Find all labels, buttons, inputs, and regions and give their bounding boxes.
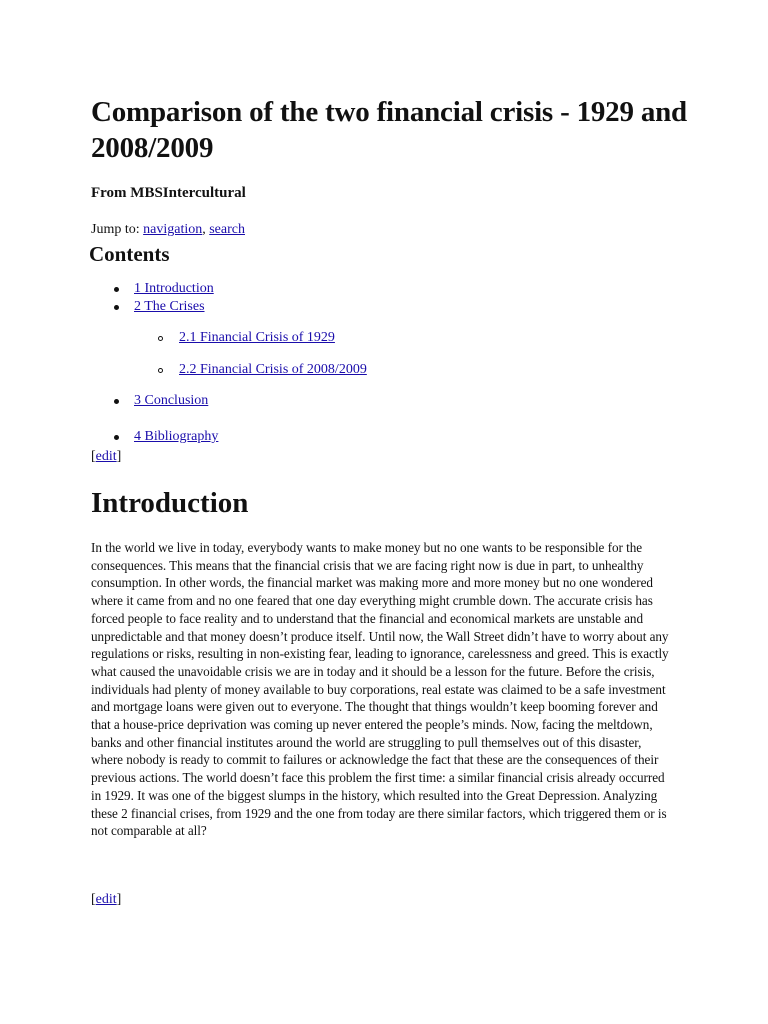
toc-link-bibliography[interactable]: 4 Bibliography bbox=[134, 429, 219, 444]
search-link[interactable]: search bbox=[209, 222, 245, 237]
bracket-open: [ bbox=[91, 892, 96, 907]
edit-link[interactable]: edit bbox=[95, 449, 117, 464]
toc-link-crisis-1929[interactable]: 2.1 Financial Crisis of 1929 bbox=[179, 330, 335, 345]
bullet-icon bbox=[114, 435, 119, 440]
site-subtitle: From MBSIntercultural bbox=[91, 185, 246, 201]
navigation-link[interactable]: navigation bbox=[143, 222, 203, 237]
jump-to-bar bbox=[91, 221, 245, 239]
edit-link[interactable]: edit bbox=[95, 892, 117, 907]
bracket-open: [ bbox=[91, 449, 96, 464]
bullet-icon bbox=[114, 305, 119, 310]
jump-to-label: Jump to: bbox=[91, 222, 144, 237]
introduction-paragraph: In the world we live in today, everybody wants to make money but no one wants to be responsible for the consequences. This means that the financial crisis that we are facing right now is due in part, to unhealthy consumption. In other words, the financial market was making more and more money but no one wondered where it came from and no one feared that one day everything might crumble down. The accurate crisis has forced people to face reality and to understand that the financial and economical markets are unstable and unpredictable and that money doesn’t produce itself. Until now, the Wall Street didn’t have to worry about any regulations or risks, resulting in non-existing fear, leading to ignorance, carelessness and greed. This is exactly what caused the unavoidable crisis we are in today and it should be a lesson for the future. Before the crisis, individuals had plenty of money available to buy corporations, real estate was claimed to be a safe investment and mortgage loans were given out to everyone. The thought that things wouldn’t keep booming forever and that a house-price deprivation was coming up never entered the people’s minds. Now, facing the meltdown, banks and other financial institutes around the world are struggling to pull themselves out of this disaster, where nobody is ready to commit to failures or acknowledge the fact that these are the consequences of their previous actions. The world doesn’t face this problem the first time: a similar financial crisis already occurred in 1929. It was one of the biggest slumps in the history, which resulted into the Great Depression. Analyzing these 2 financial crises, from 1929 and the one from today are there similar factors, which triggered them or is not comparable at all? bbox=[91, 540, 669, 839]
contents-heading: Contents bbox=[89, 242, 170, 266]
toc-link-introduction[interactable]: 1 Introduction bbox=[134, 281, 214, 296]
circle-bullet-icon bbox=[158, 336, 163, 341]
bracket-close: ] bbox=[116, 892, 122, 907]
edit-section-introduction bbox=[91, 891, 121, 909]
toc-link-crisis-2008-2009[interactable]: 2.2 Financial Crisis of 2008/2009 bbox=[179, 362, 367, 377]
bracket-close: ] bbox=[116, 449, 122, 464]
circle-bullet-icon bbox=[158, 368, 163, 373]
toc-link-conclusion[interactable]: 3 Conclusion bbox=[134, 393, 209, 408]
bullet-icon bbox=[114, 399, 119, 404]
jump-separator: , bbox=[202, 222, 210, 237]
toc-link-the-crises[interactable]: 2 The Crises bbox=[134, 299, 205, 314]
bullet-icon bbox=[114, 287, 119, 292]
page-title: Comparison of the two financial crisis - 1929 and 2008/2009 bbox=[91, 96, 687, 164]
edit-section-contents bbox=[91, 448, 121, 466]
introduction-heading: Introduction bbox=[91, 487, 249, 519]
